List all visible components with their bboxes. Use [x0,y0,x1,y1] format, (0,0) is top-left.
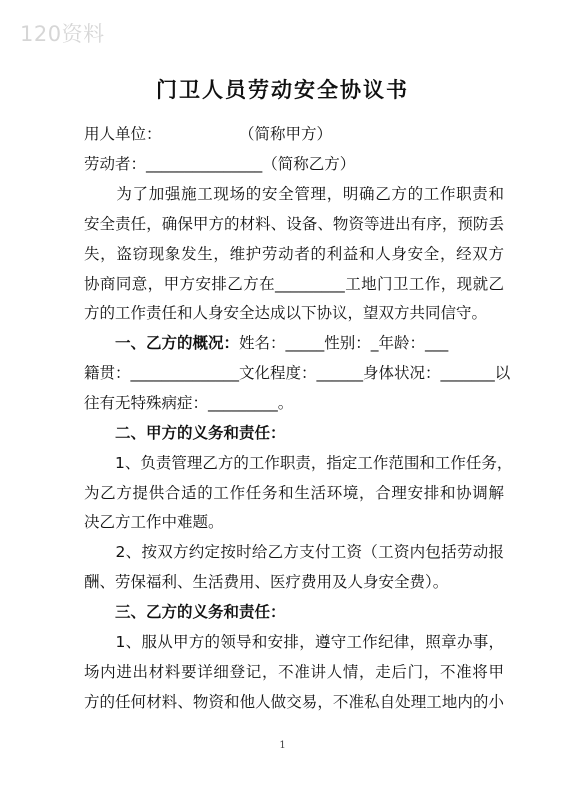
personal-info-fields: 姓名：_____性别：_年龄：___ [239,334,449,352]
watermark: 120资料 [20,22,105,46]
section-three-heading: 三、乙方的义务和责任： [84,603,286,621]
section-two-item1-line1: 1、负责管理乙方的工作职责，指定工作范围和工作任务， [84,454,513,472]
section-two-heading: 二、甲方的义务和责任： [84,424,286,442]
section-two-item2-line2: 酬、劳保福利、生活费用、医疗费用及人身安全费）。 [84,573,449,591]
section-three-item1-line3: 方的任何材料、物资和他人做交易，不准私自处理工地内的小 [84,693,504,711]
section-two-item2-line1: 2、按双方约定按时给乙方支付工资（工资内包括劳动报 [84,543,504,561]
worker-line: 劳动者：_______________（简称乙方） [84,155,356,173]
section-one-line [84,333,504,353]
section-three-item1-line2: 场内进出材料要详细登记，不准讲人情，走后门，不准将甲 [84,663,504,681]
document-title: 门卫人员劳动安全协议书 [156,78,409,102]
intro-line-4: 协商同意，甲方安排乙方在_________工地门卫工作，现就乙 [84,275,504,293]
intro-line-5: 方的工作责任和人身安全达成以下协议，望双方共同信守。 [84,304,488,322]
section-one-heading: 一、乙方的概况： [84,334,240,352]
intro-line-3: 失，盗窃现象发生，维护劳动者的利益和人身安全，经双方 [84,245,504,263]
page-number: 1 [279,740,286,751]
section-two-item1-line2: 为乙方提供合适的工作任务和生活环境，合理安排和协调解 [84,484,504,502]
intro-line-2: 安全责任，确保甲方的材料、设备、物资等进出有序，预防丢 [84,215,504,233]
personal-info-line-3: 往有无特殊病症：_________。 [84,394,294,412]
employer-line: 用人单位： （简称甲方） [84,125,333,143]
intro-line-1: 为了加强施工现场的安全管理，明确乙方的工作职责和 [84,185,504,203]
personal-info-line-2: 籍贯：______________文化程度：______身体状况：_______以 [84,364,511,382]
section-three-item1-line1: 1、服从甲方的领导和安排，遵守工作纪律，照章办事， [84,633,504,651]
section-two-item1-line3: 决乙方工作中难题。 [84,513,224,531]
